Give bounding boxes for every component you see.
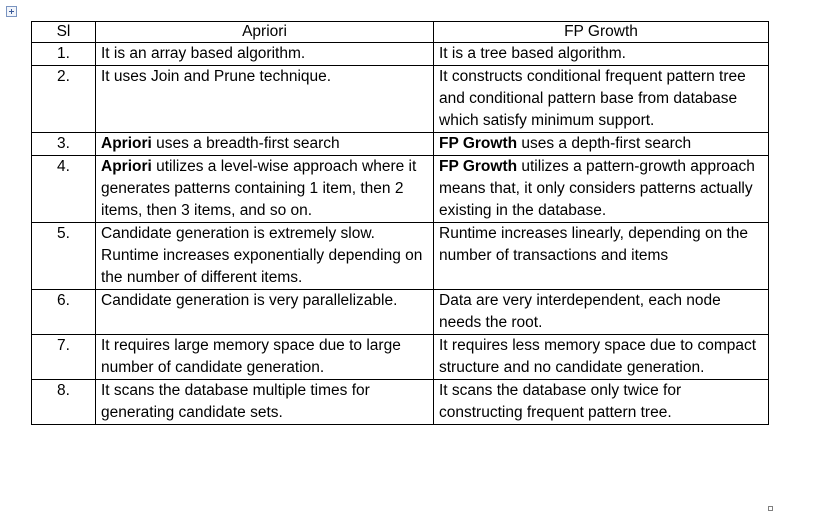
header-fp-growth: FP Growth — [434, 22, 769, 43]
fp-growth-cell — [434, 156, 769, 223]
apriori-cell-text: Candidate generation is extremely slow. Runtime increases exponentially depending on the number of different items. — [101, 225, 423, 286]
fp-growth-cell — [434, 133, 769, 156]
fp-growth-cell-text: It constructs conditional frequent pattern tree and conditional pattern base from database which satisfy minimum support. — [439, 68, 746, 129]
apriori-cell-text: It is an array based algorithm. — [101, 45, 306, 62]
fp-growth-cell-bold: FP Growth — [439, 158, 518, 175]
fp-growth-cell — [434, 380, 769, 425]
table-row — [32, 290, 769, 335]
row-number: 4. — [32, 156, 96, 223]
table-header-row — [32, 22, 769, 43]
apriori-cell — [96, 133, 434, 156]
table-row — [32, 223, 769, 290]
fp-growth-cell-text: Data are very interdependent, each node needs the root. — [439, 292, 721, 331]
fp-growth-cell — [434, 66, 769, 133]
apriori-cell — [96, 43, 434, 66]
apriori-cell-text: utilizes a level-wise approach where it generates patterns containing 1 item, then 2 items, then 3 items, and so on. — [101, 158, 417, 219]
apriori-cell-text: It requires large memory space due to large number of candidate generation. — [101, 337, 401, 376]
table-row — [32, 380, 769, 425]
fp-growth-cell-text: It scans the database only twice for constructing frequent pattern tree. — [439, 382, 682, 421]
apriori-cell-bold: Apriori — [101, 158, 152, 175]
fp-growth-cell-text: uses a depth-first search — [517, 135, 692, 152]
table-row — [32, 156, 769, 223]
table-resize-handle-icon[interactable] — [768, 506, 773, 511]
apriori-cell — [96, 156, 434, 223]
table-row — [32, 335, 769, 380]
fp-growth-cell — [434, 43, 769, 66]
header-sl: Sl — [32, 22, 96, 43]
table-row — [32, 66, 769, 133]
header-apriori: Apriori — [96, 22, 434, 43]
row-number: 1. — [32, 43, 96, 66]
apriori-cell — [96, 290, 434, 335]
apriori-cell — [96, 223, 434, 290]
apriori-cell-bold: Apriori — [101, 135, 152, 152]
apriori-cell-text: It uses Join and Prune technique. — [101, 68, 332, 85]
fp-growth-cell-text: It is a tree based algorithm. — [439, 45, 626, 62]
row-number: 3. — [32, 133, 96, 156]
apriori-cell-text: uses a breadth-first search — [151, 135, 340, 152]
apriori-cell-text: Candidate generation is very parallelizable. — [101, 292, 398, 309]
row-number: 2. — [32, 66, 96, 133]
comparison-table — [31, 21, 769, 425]
table-move-handle-icon[interactable] — [6, 6, 17, 17]
apriori-cell — [96, 335, 434, 380]
apriori-cell — [96, 380, 434, 425]
row-number: 6. — [32, 290, 96, 335]
row-number: 7. — [32, 335, 96, 380]
apriori-cell-text: It scans the database multiple times for generating candidate sets. — [101, 382, 370, 421]
fp-growth-cell — [434, 335, 769, 380]
table-row — [32, 43, 769, 66]
fp-growth-cell — [434, 290, 769, 335]
row-number: 5. — [32, 223, 96, 290]
row-number: 8. — [32, 380, 96, 425]
apriori-cell — [96, 66, 434, 133]
fp-growth-cell-text: It requires less memory space due to compact structure and no candidate generation. — [439, 337, 757, 376]
fp-growth-cell-text: utilizes a pattern-growth approach means that, it only considers patterns actually existing in the database. — [439, 158, 755, 219]
fp-growth-cell-text: Runtime increases linearly, depending on the number of transactions and items — [439, 225, 749, 264]
fp-growth-cell — [434, 223, 769, 290]
fp-growth-cell-bold: FP Growth — [439, 135, 518, 152]
table-row — [32, 133, 769, 156]
